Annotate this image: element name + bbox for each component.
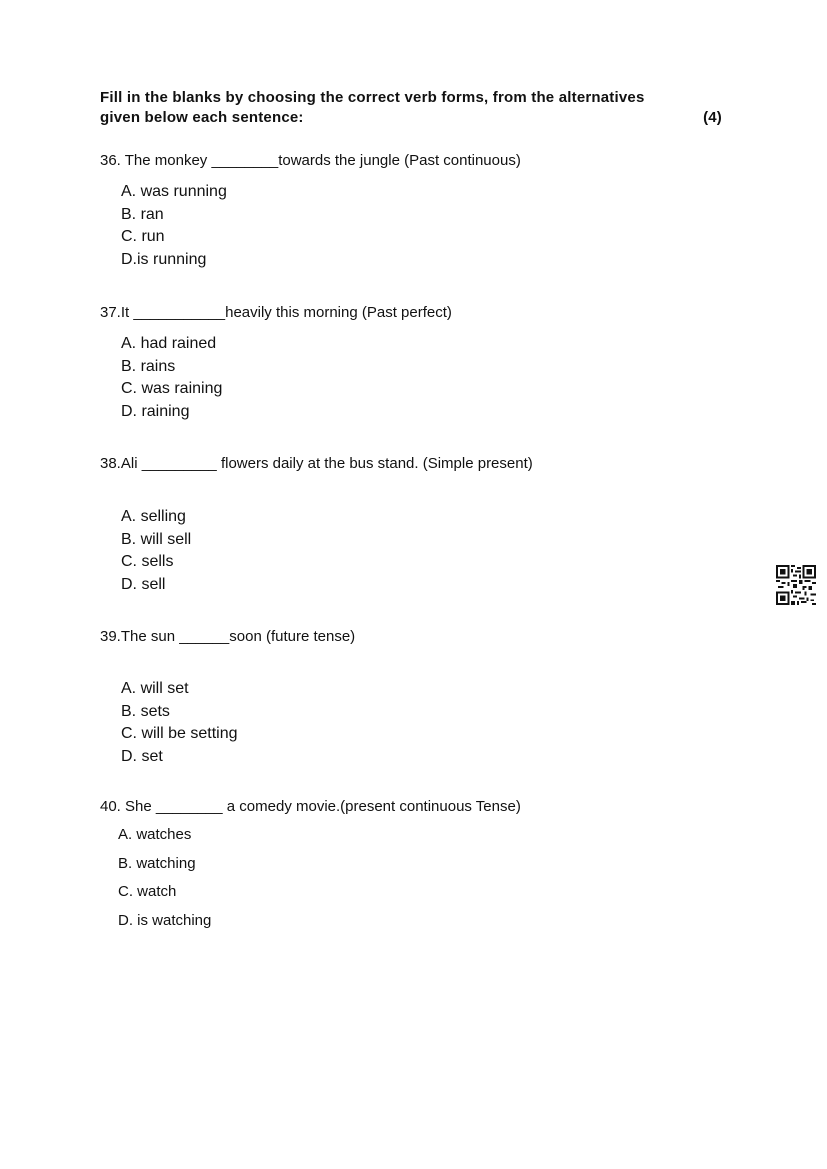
question-36: 36. The monkey ________towards the jungle (Past continuous) <box>100 152 521 169</box>
option-40-a: A. watches <box>118 826 192 843</box>
options-37 <box>121 333 222 423</box>
question-37: 37.It ___________heavily this morning (Past perfect) <box>100 304 452 321</box>
option-36-d: D.is running <box>121 250 207 268</box>
options-36 <box>121 181 227 271</box>
options-39 <box>121 678 238 768</box>
option-38-d: D. sell <box>121 575 166 593</box>
option-39-b: B. sets <box>121 702 170 720</box>
option-38-c: C. sells <box>121 553 174 571</box>
option-40-c: C. watch <box>118 883 177 901</box>
options-38 <box>121 506 191 596</box>
option-40-d: D. is watching <box>118 912 212 930</box>
option-37-a: A. had rained <box>121 335 217 352</box>
option-39-c: C. will be setting <box>121 725 238 743</box>
option-38-b: B. will sell <box>121 530 192 548</box>
marks-label: (4) <box>703 109 722 126</box>
option-37-b: B. rains <box>121 357 176 375</box>
option-40-b: B. watching <box>118 854 196 872</box>
instruction-heading <box>100 88 722 128</box>
option-36-c: C. run <box>121 228 165 246</box>
instruction-line-2-row <box>100 108 722 128</box>
question-39: 39.The sun ______soon (future tense) <box>100 628 356 645</box>
option-36-a: A. was running <box>121 183 227 200</box>
option-36-b: B. ran <box>121 205 164 223</box>
option-38-a: A. selling <box>121 508 186 525</box>
option-39-a: A. will set <box>121 680 189 697</box>
question-40: 40. She ________ a comedy movie.(present continuous Tense) <box>100 798 521 815</box>
question-38: 38.Ali _________ flowers daily at the bus stand. (Simple present) <box>100 455 533 472</box>
option-37-d: D. raining <box>121 402 190 420</box>
qr-code-icon <box>776 565 816 605</box>
option-37-c: C. was raining <box>121 380 223 398</box>
option-39-d: D. set <box>121 747 163 765</box>
instruction-line-1: Fill in the blanks by choosing the correct verb forms, from the alternatives <box>100 89 645 106</box>
options-40 <box>118 821 211 936</box>
instruction-line-2: given below each sentence: <box>100 109 304 126</box>
